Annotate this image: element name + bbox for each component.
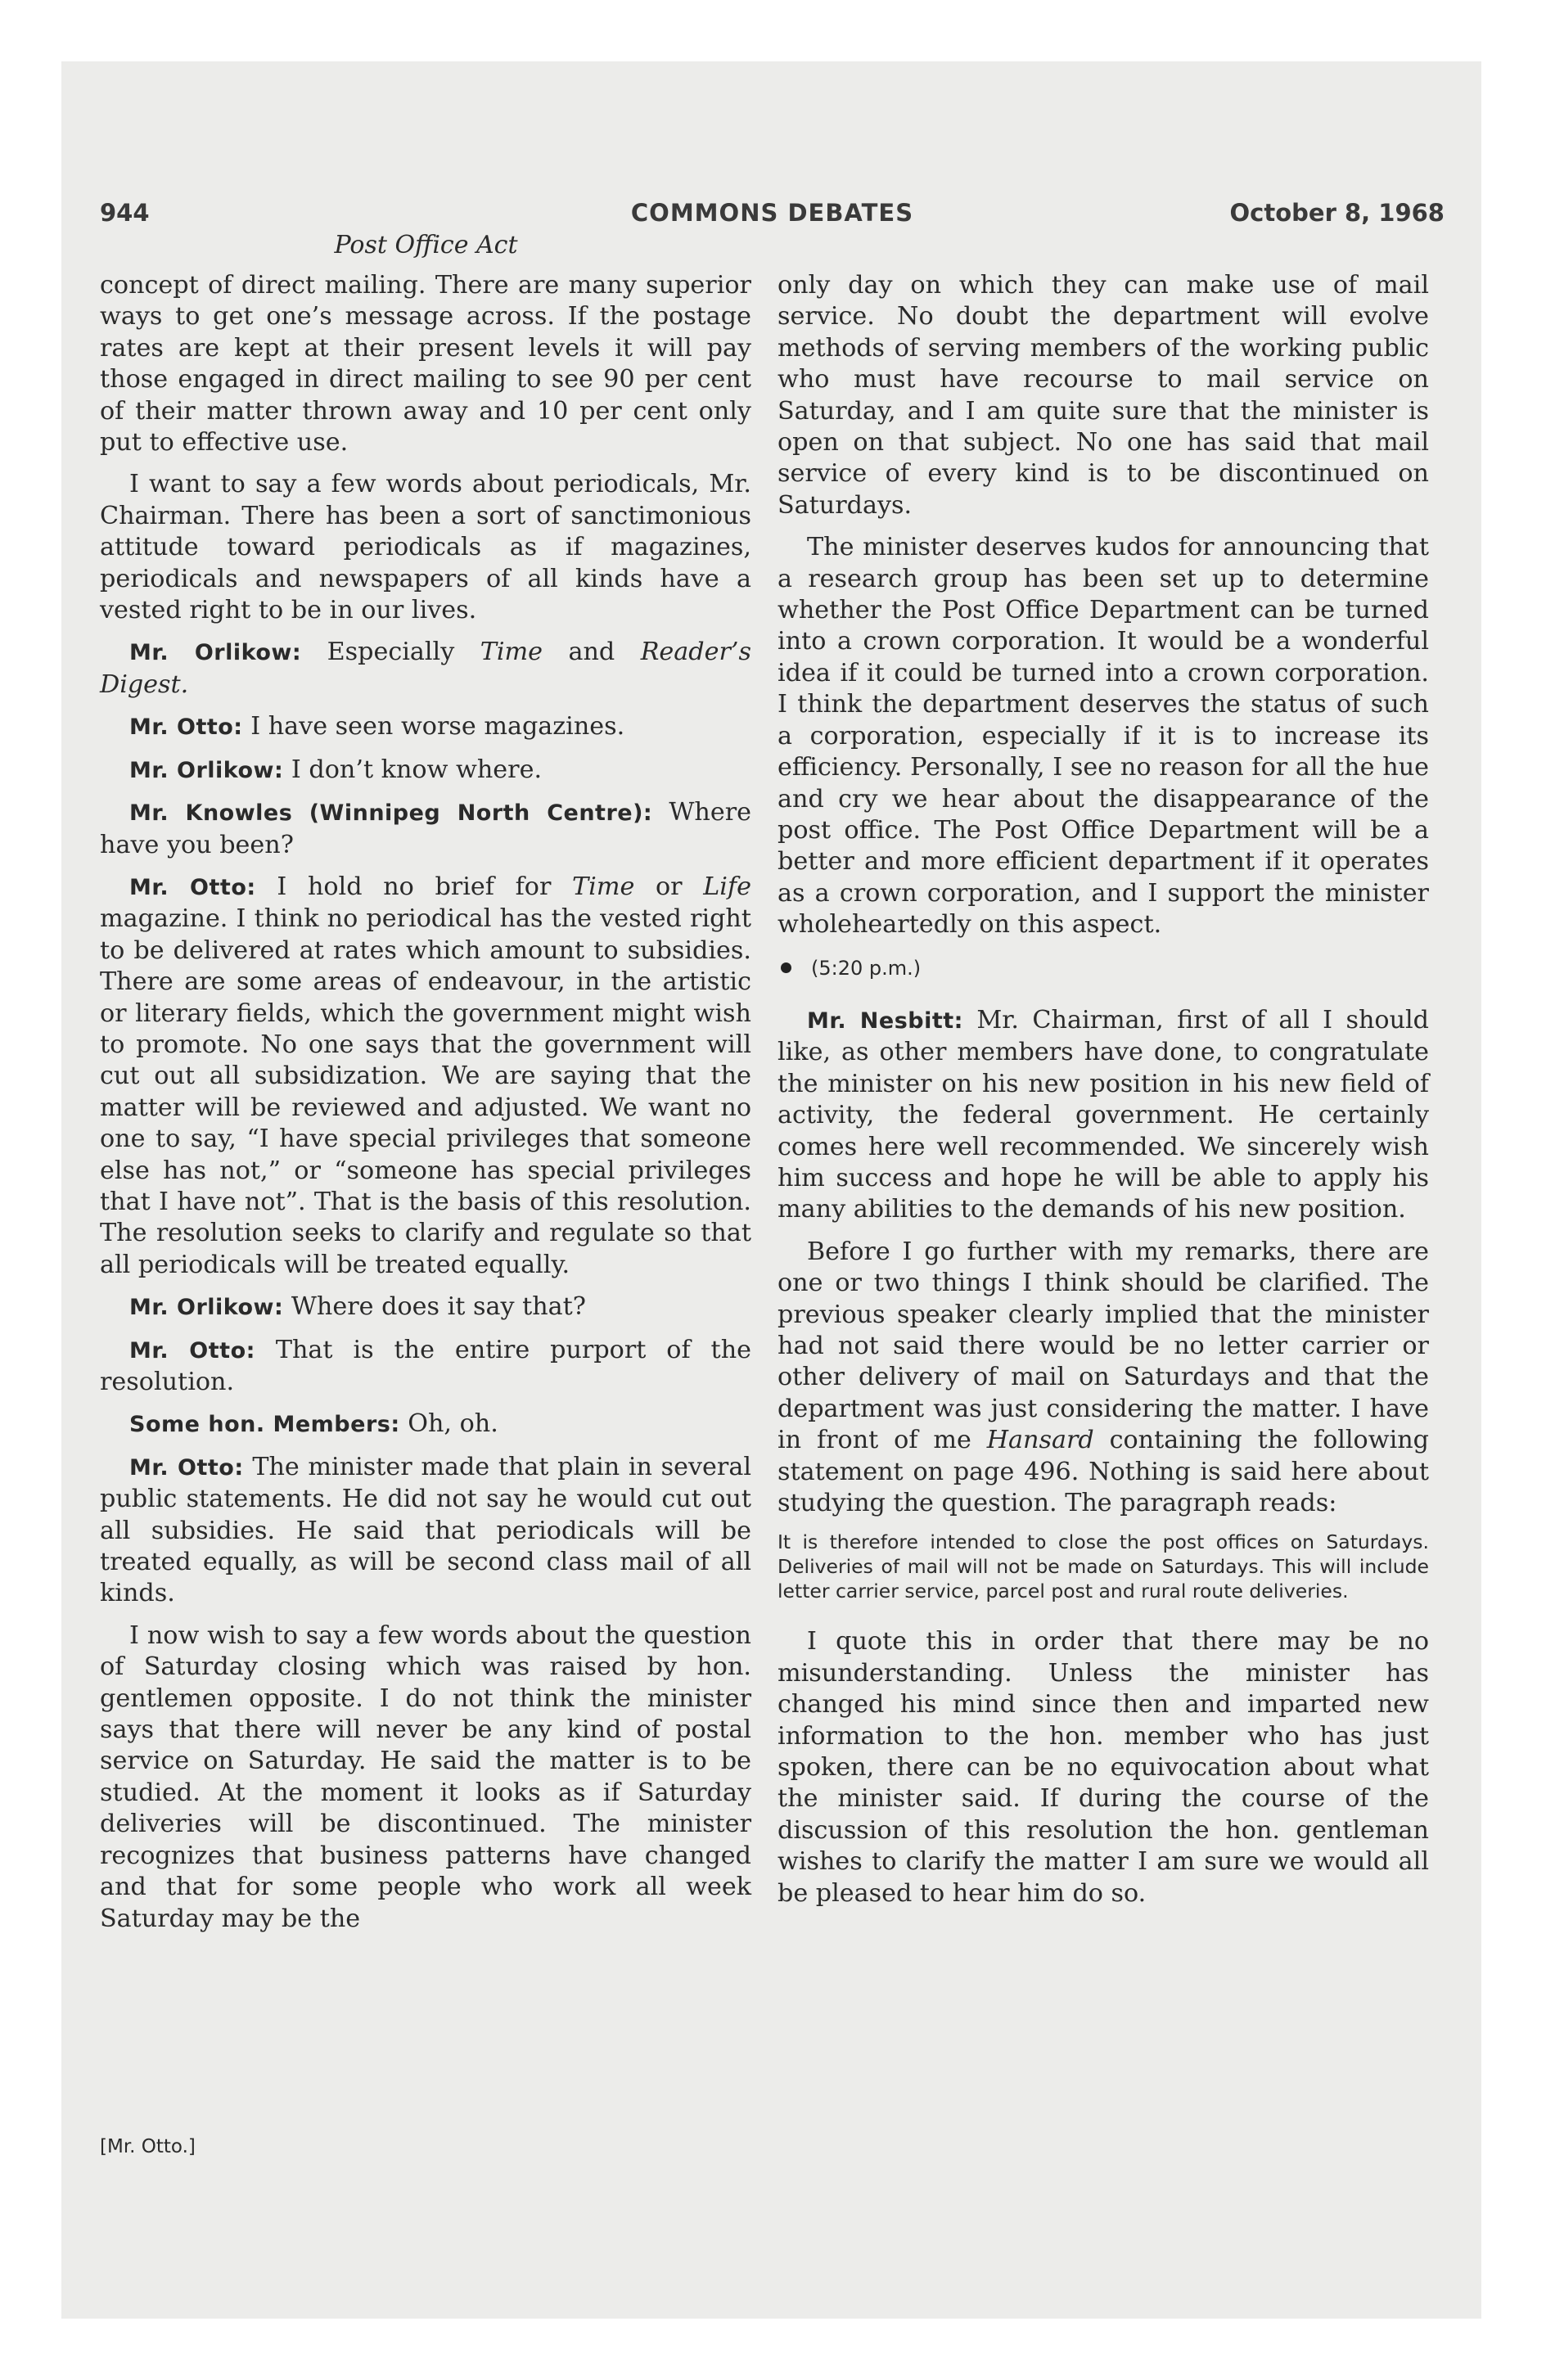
speech: Mr. Knowles (Winnipeg North Centre): Where have you been? (100, 798, 751, 859)
publication-title: COMMONS DEBATES (630, 199, 914, 227)
running-header (100, 199, 1445, 232)
page-number: 944 (100, 199, 150, 227)
speech: Mr. Orlikow: Where does it say that? (129, 1292, 586, 1322)
speaker-name: Some hon. Members: (129, 1412, 400, 1438)
timestamp: (5:20 p.m.) (778, 953, 1429, 984)
paragraph: The minister deserves kudos for announcing that a research group has been set up to determine whether the Post Office Department can be turned into a crown corporation. It would be a wonderful idea if it could be turned into a crown corporation. I think the department deserves the status of such a corporation, especially if it is to increase its efficiency. Personally, I see no reason for all the hue and cry we hear about the disappearance of the post office. The Post Office Department will be a better and more efficient department if it operates as a crown corporation, and I support the minister wholeheartedly on this aspect. (778, 533, 1429, 940)
footer-speaker-ref: [Mr. Otto.] (100, 2136, 196, 2157)
paragraph: I want to say a few words about periodicals, Mr. Chairman. There has been a sort of sanctimonious attitude toward periodicals as if magazines, periodicals and newspapers of all kinds have a vested right to be in our lives. (100, 470, 751, 625)
speech: Mr. Otto: I hold no brief for Time or Life magazine. I think no periodical has the vested right to be delivered at rates which amount to subsidies. There are some areas of endeavour, in the artistic or literary fields, which the government might wish to promote. No one says that the government will cut out all subsidization. We are saying that the matter will be reviewed and adjusted. We want no one to say, “I have special privileges that someone else has not,” or “someone has special privileges that I have not”. That is the basis of this resolution. The resolution seeks to clarify and regulate so that all periodicals will be treated equally. (100, 872, 752, 1279)
bullet-icon (781, 962, 791, 973)
paragraph: I quote this in order that there may be no misunderstanding. Unless the minister has changed his mind since then and imparted new information to the hon. member who has just spoken, there can be no equivocation about what the minister said. If during the course of the discussion of this resolution the hon. gentleman wishes to clarify the matter I am sure we would all be pleased to hear him do so. (778, 1627, 1429, 1908)
speech: Some hon. Members: Oh, oh. (129, 1409, 498, 1439)
speaker-name: Mr. Otto: (129, 1454, 244, 1481)
issue-date: October 8, 1968 (1229, 199, 1445, 227)
speaker-name: Mr. Orlikow: (129, 1295, 284, 1321)
paragraph: Before I go further with my remarks, there are one or two things I think should be clarified. The previous speaker clearly implied that the minister had not said there would be no letter carrier or other delivery of mail on Saturdays and that the department was just considering the matter. I have in front of me Hansard containing the following statement on page 496. Nothing is said here about studying the question. The paragraph reads: (778, 1237, 1429, 1518)
speaker-name: Mr. Otto: (129, 714, 243, 741)
speaker-name: Mr. Otto: (129, 874, 256, 900)
speech: Mr. Nesbitt: Mr. Chairman, first of all I should like, as other members have done, to congratulate the minister on his new position in his new field of activity, the federal government. He certainly comes here well recommended. We sincerely wish him success and hope he will be able to apply his many abilities to the demands of his new position. (778, 1005, 1429, 1224)
speech: Mr. Otto: I have seen worse magazines. (129, 712, 625, 741)
speech: Mr. Orlikow: I don’t know where. (129, 755, 543, 784)
speaker-name: Mr. Nesbitt: (807, 1007, 963, 1034)
paragraph: concept of direct mailing. There are many superior ways to get one’s message across. If the postage rates are kept at their present levels it will pay those engaged in direct mailing to see 90 per cent of their matter thrown away and 10 per cent only put to effective use. (100, 271, 751, 458)
speaker-name: Mr. Knowles (Winnipeg North Centre): (129, 800, 653, 827)
section-subject: Post Office Act (334, 231, 518, 259)
left-column (100, 270, 751, 1945)
speech: Mr. Otto: That is the entire purport of the resolution. (100, 1335, 751, 1396)
speaker-name: Mr. Orlikow: (129, 757, 284, 783)
speech: Mr. Orlikow: Especially Time and Reader’s Digest. (100, 638, 751, 699)
paragraph: only day on which they can make use of mail service. No doubt the department will evolve methods of serving members of the working public who must have recourse to mail service on Saturday, and I am quite sure that the minister is open on that subject. No one has said that mail service of every kind is to be discontinued on Saturdays. (778, 271, 1429, 520)
speech: Mr. Otto: The minister made that plain in several public statements. He did not say he would cut out all subsidies. He said that periodicals will be treated equally, as will be second class mail of all kinds. (100, 1452, 752, 1608)
speaker-name: Mr. Orlikow: (129, 640, 302, 666)
speaker-name: Mr. Otto: (129, 1337, 255, 1364)
right-column (778, 270, 1429, 1920)
paragraph: I now wish to say a few words about the question of Saturday closing which was raised by hon. gentlemen opposite. I do not think the minister says that there will never be any kind of postal service on Saturday. He said the matter is to be studied. At the moment it looks as if Saturday deliveries will be discontinued. The minister recognizes that business patterns have changed and that for some people who work all week Saturday may be the (100, 1620, 751, 1933)
block-quote: It is therefore intended to close the post offices on Saturdays. Deliveries of mail will not be made on Saturdays. This will include letter carrier service, parcel post and rural route deliveries. (778, 1530, 1429, 1603)
